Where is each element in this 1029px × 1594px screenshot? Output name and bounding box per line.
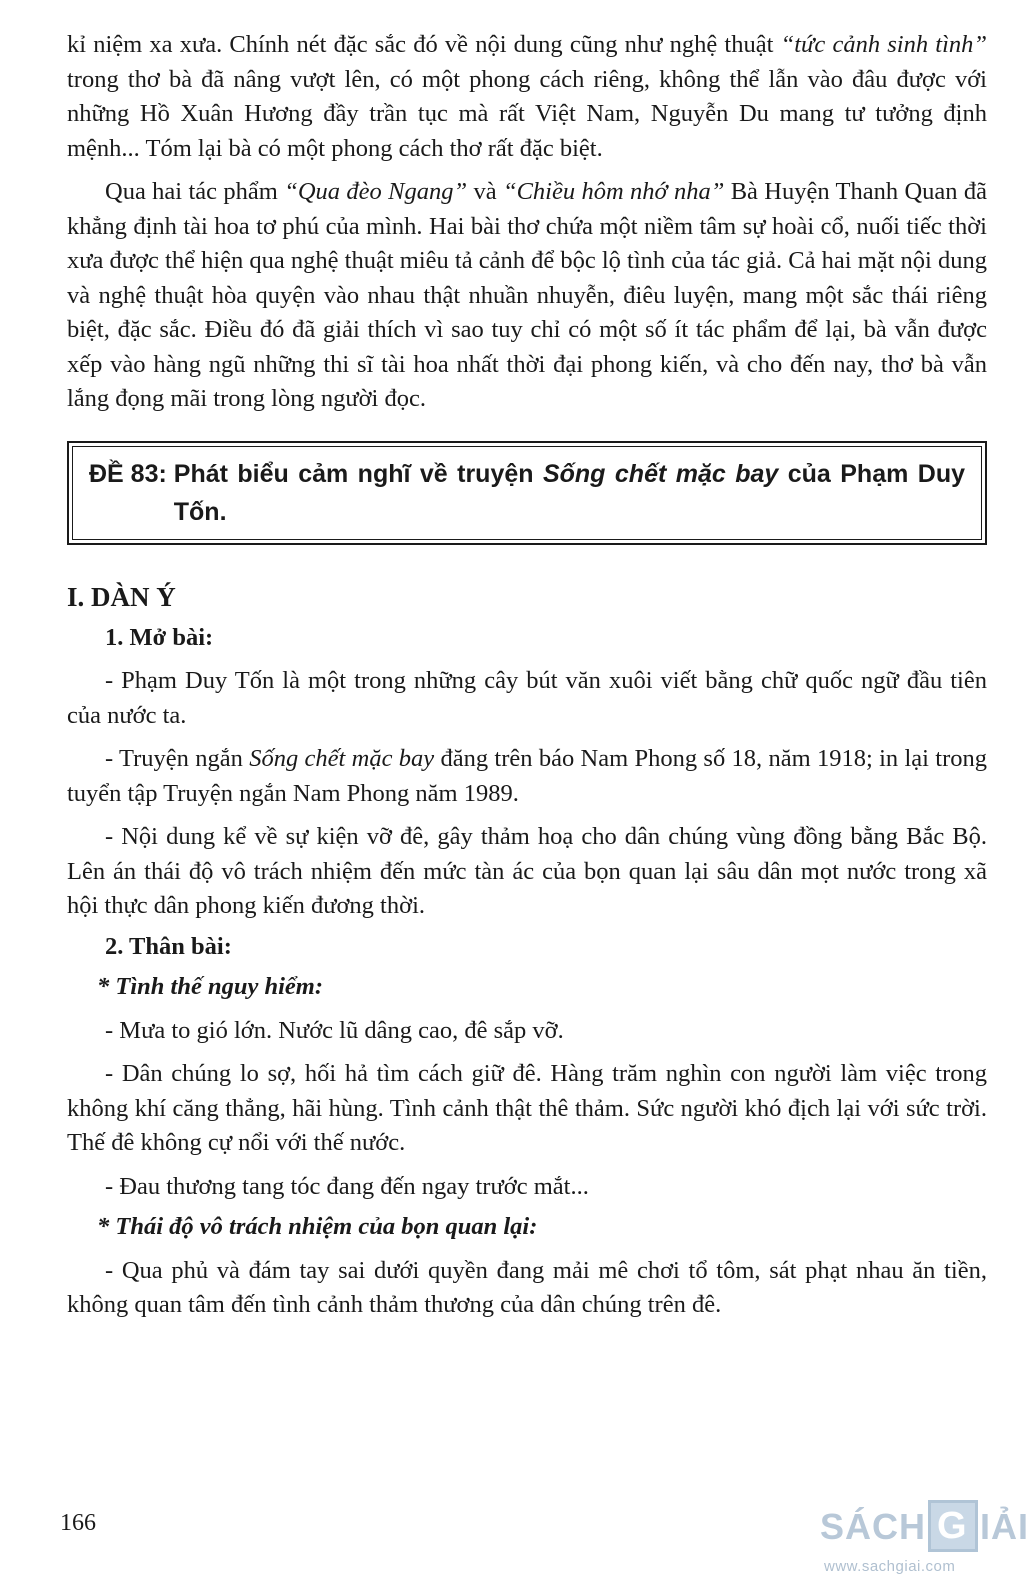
danger-item-1: - Mưa to gió lớn. Nước lũ dâng cao, đê sắp vỡ. [105, 1016, 564, 1044]
logo-text-right: IẢI [980, 1506, 1029, 1547]
paragraph-conclusion-2: Qua hai tác phẩm “Qua đèo Ngang” và “Chiều hôm nhớ nha” Bà Huyện Thanh Quan đã khẳng định tài hoa tơ phú của mình. Hai bài thơ chứa một niềm tâm sự hoài cổ, nuối tiếc thời xưa được thể hiện qua nghệ thuật miêu tả cảnh để bộc lộ tình của tác giả. Cả hai mặt nội dung và nghệ thuật hòa quyện vào nhau thật nhuần nhuyễn, điêu luyện, mang một sắc thái riêng biệt, đặc sắc. Điều đó đã giải thích vì sao tuy chỉ có một số ít tác phẩm để lại, bà vẫn được xếp vào hàng ngũ những thi sĩ tài hoa nhất thời đại phong kiến, và cho đến nay, thơ bà vẫn lắng đọng mãi trong lòng người đọc. [67, 178, 988, 412]
intro-item-1: - Phạm Duy Tốn là một trong những cây bút văn xuôi viết bằng chữ quốc ngữ đầu tiên của nước ta. [67, 667, 987, 729]
danger-title: * Tình thế nguy hiểm: [97, 973, 323, 1000]
topic-heading [72, 446, 982, 540]
topic-label: ĐỀ 83: [89, 459, 174, 488]
intro-item-3: - Nội dung kể về sự kiện vỡ đê, gây thảm hoạ cho dân chúng vùng đồng bằng Bắc Bộ. Lên án thái độ vô trách nhiệm đến mức tàn ác của bọn quan lại sâu dân mọt nước trong xã hội thực dân phong kiến đương thời. [67, 823, 987, 919]
page-content [67, 28, 987, 1323]
body-title: 2. Thân bài: [105, 932, 232, 960]
paragraph-conclusion-1: kỉ niệm xa xưa. Chính nét đặc sắc đó về nội dung cũng như nghệ thuật “tức cảnh sinh tình” trong thơ bà đã nâng vượt lên, có một phong cách riêng, không thể lẫn vào đâu được với những Hồ Xuân Hương đầy trần tục mà rất Việt Nam, Nguyễn Du mang tư tưởng định mệnh... Tóm lại bà có một phong cách thơ rất đặc biệt. [67, 31, 987, 162]
intro-item-2: - Truyện ngắn Sống chết mặc bay đăng trên báo Nam Phong số 18, năm 1918; in lại trong tuyển tập Truyện ngắn Nam Phong năm 1989. [67, 745, 988, 807]
topic-text: Phát biểu cảm nghĩ về truyện Sống chết mặc bay của Phạm Duy Tốn. [173, 459, 965, 526]
attitude-item-1: - Qua phủ và đám tay sai dưới quyền đang mải mê chơi tổ tôm, sát phạt nhau ăn tiền, không quan tâm đến tình cảnh thảm thương của dân chúng trên đê. [67, 1256, 987, 1318]
logo-url: www.sachgiai.com [824, 1558, 956, 1575]
attitude-title: * Thái độ vô trách nhiệm của bọn quan lại: [97, 1213, 538, 1240]
watermark-logo [820, 1500, 1029, 1580]
intro-title: 1. Mở bài: [105, 623, 214, 651]
page-number: 166 [60, 1510, 96, 1536]
logo-text-left: SÁCH [820, 1506, 927, 1547]
danger-item-3: - Đau thương tang tóc đang đến ngay trước mắt... [105, 1172, 589, 1200]
section-title: I. DÀN Ý [67, 581, 176, 612]
danger-item-2: - Dân chúng lo sợ, hối hả tìm cách giữ đê. Hàng trăm nghìn con người làm việc trong không khí căng thẳng, hãi hùng. Tình cảnh thật thê thảm. Sức người khó địch lại với sức trời. Thế đê không cự nổi với thế nước. [67, 1060, 987, 1156]
logo-mark-icon: G [928, 1500, 978, 1552]
topic-heading-box [67, 441, 987, 545]
